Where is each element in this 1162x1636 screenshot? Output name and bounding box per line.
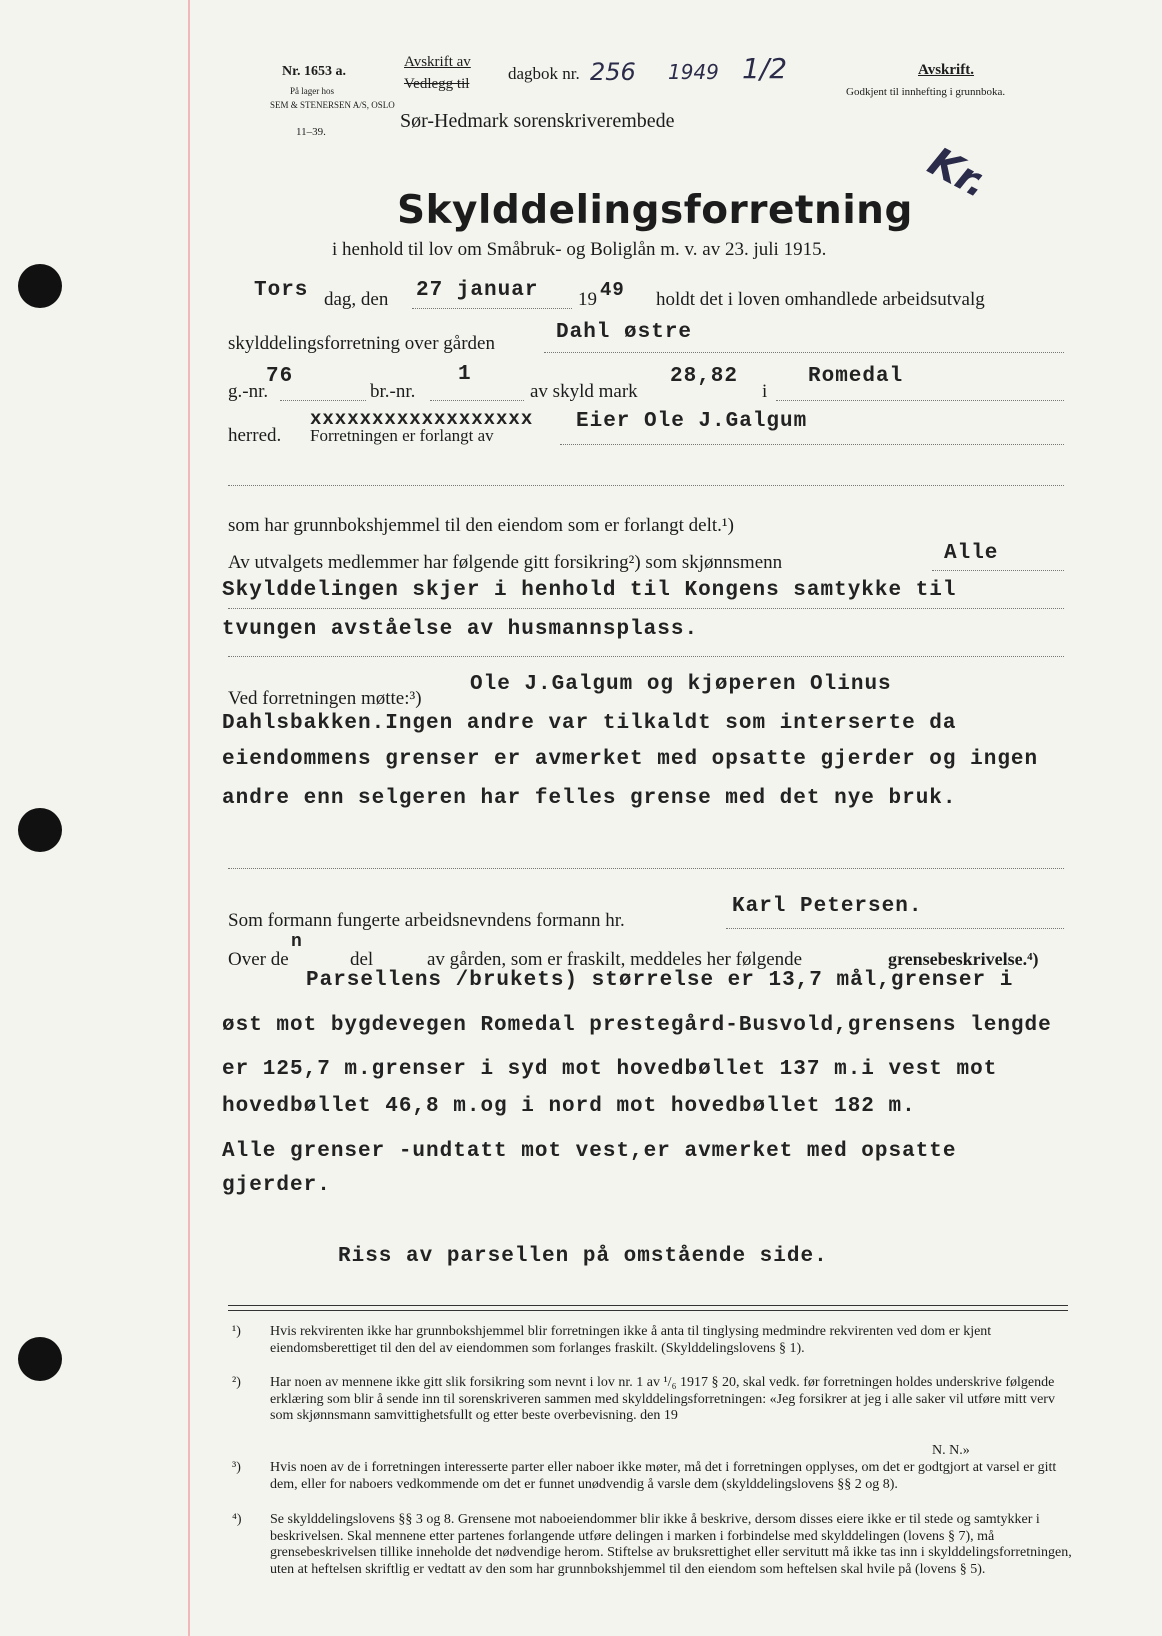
footnote-number: ²): [232, 1375, 241, 1390]
chairman-label: Som formann fungerte arbeidsnevndens formann hr.: [228, 910, 625, 931]
attendees-line-3: eiendommens grenser er avmerket med opsatte gjerder og ingen: [222, 748, 1039, 771]
year-suffix: 49: [600, 279, 625, 301]
crossed-out-text: xxxxxxxxxxxxxxxxxx: [310, 408, 534, 430]
municipality-value: Romedal: [808, 365, 904, 388]
bnr-label: br.-nr.: [370, 381, 416, 402]
footnote: [232, 1512, 1072, 1578]
footnote-number: ⁴): [232, 1512, 242, 1527]
chairman-value: Karl Petersen.: [732, 895, 923, 918]
sketch-note: Riss av parsellen på omstående side.: [338, 1245, 828, 1268]
over-label: Over de: [228, 949, 289, 970]
dag-label: dag, den: [324, 289, 389, 310]
bnr-value: 1: [458, 363, 472, 386]
margin-line: [188, 0, 190, 1636]
gnr-label: g.-nr.: [228, 381, 269, 402]
note-line-1: Skylddelingen skjer i henhold til Kongens samtykke til: [222, 579, 957, 602]
handwritten-initials: Kr.: [920, 138, 996, 208]
page-title: Skylddelingsforretning: [397, 188, 913, 233]
footnote-text: N. N.»: [932, 1443, 970, 1458]
subtitle: i henhold til lov om Småbruk- og Boliglån m. v. av 23. juli 1915.: [332, 239, 827, 260]
footnote-number: ¹): [232, 1324, 241, 1339]
description-line-1: Parsellens /brukets) størrelse er 13,7 mål,grenser i: [306, 969, 1014, 992]
description-line-2: øst mot bygdevegen Romedal prestegård-Busvold,grensens lengde: [222, 1014, 1052, 1037]
footnote: [232, 1460, 1072, 1493]
grunnbok-line: som har grunnbokshjemmel til den eiendom som er forlangt delt.¹): [228, 515, 734, 536]
after-year-text: holdt det i loven omhandlede arbeidsutvalg: [656, 289, 985, 310]
farm-value: Dahl østre: [556, 321, 693, 344]
stamp-text: Godkjent til innhefting i grunnboka.: [846, 86, 1006, 98]
form-date-code: 11–39.: [296, 126, 326, 138]
office-name: Sør-Hedmark sorenskriverembede: [400, 110, 675, 132]
forsikring-label: Av utvalgets medlemmer har følgende gitt forsikring²) som skjønnsmenn: [228, 552, 783, 573]
gnr-value: 76: [266, 365, 294, 388]
footnote-text: Se skylddelingslovens §§ 3 og 8. Grensene mot naboeiendommer blir ikke å beskrive, dersom disses eiere ikke er til stede og samtykker i beskrivelsen. Skal mennene etter partenes forlangende utføre delingen i marken i forbindelse med skylddelingen (lovens § 7), må grensebeskrivelsen tillike inneholde det nødvendige herom. Stiftelse av bruksrettighet eller servitutt må ikke tas inn i skylddelingsforretningen, uten at heftelsen skriftlig er vedtatt av den som har grunnbokshjemmel til den eiendom som heftelsen skal hvile på (lovens § 5).: [270, 1512, 1072, 1577]
skyld-value: 28,82: [670, 365, 739, 388]
attendees-label: Ved forretningen møtte:³): [228, 688, 422, 709]
del-label: del: [350, 949, 374, 970]
diary-year: 1949: [668, 60, 719, 84]
forsikring-value: Alle: [944, 542, 999, 565]
diary-label: dagbok nr.: [508, 64, 580, 83]
footnote: [232, 1375, 1072, 1425]
requested-by-value: Eier Ole J.Galgum: [576, 410, 808, 433]
diary-number: 256: [590, 58, 636, 86]
skyld-label: av skyld mark: [530, 381, 638, 402]
attachment-label: Vedlegg til: [404, 76, 470, 92]
boundary-description-label: grensebeskrivelse.⁴): [888, 949, 1039, 969]
footnote-number: ³): [232, 1460, 241, 1475]
punch-hole: [18, 264, 62, 308]
diary-fraction: 1/2: [742, 52, 788, 85]
footnote-divider: [228, 1305, 1068, 1306]
description-line-5: Alle grenser -undtatt mot vest,er avmerket med opsatte: [222, 1140, 957, 1163]
publisher-line: SEM & STENERSEN A/S, OSLO: [270, 100, 395, 110]
description-line-3: er 125,7 m.grenser i syd mot hovedbøllet 137 m.i vest mot: [222, 1058, 998, 1081]
footnote-text: Hvis noen av de i forretningen interesserte parter eller naboer ikke møter, må det i forretningen opplyses, om det er godtgjort at varsel er gitt dem, eller for naboers vedkommende om det er funnet unødvendig å varsle dem (skylddelingslovens §§ 2 og 8).: [270, 1460, 1057, 1492]
i-label: i: [762, 381, 768, 402]
copy-of-label: Avskrift av: [404, 54, 471, 70]
year-prefix: 19: [578, 289, 597, 310]
publisher-line: På lager hos: [290, 86, 334, 96]
attendees-line-1: Ole J.Galgum og kjøperen Olinus: [470, 673, 892, 696]
date-value: 27 januar: [416, 279, 539, 302]
gaarden-label: av gården, som er fraskilt, meddeles her følgende: [427, 949, 803, 970]
herred-label: herred.: [228, 425, 282, 446]
description-line-6: gjerder.: [222, 1174, 331, 1197]
attendees-line-2: Dahlsbakken.Ingen andre var tilkaldt som interserte da: [222, 712, 957, 735]
footnote: [932, 1443, 1052, 1460]
punch-hole: [18, 1337, 62, 1381]
over-suffix: n: [291, 932, 303, 952]
footnote-text: Har noen av mennene ikke gitt slik forsikring som nevnt i lov nr. 1 av ¹/₆ 1917 § 20, skal vedk. før forretningen holdes underskrive følgende erklæring som blir å sende inn til sorenskriveren sammen med skylddelingsforretningen: «Jeg forsikrer at jeg i alle saker vil utføre mitt verv som skjønnsmann samvittighetsfullt og etter beste overbevisning. den 19: [270, 1375, 1055, 1423]
footnote: [232, 1324, 1072, 1357]
description-line-4: hovedbøllet 46,8 m.og i nord mot hovedbøllet 182 m.: [222, 1095, 916, 1118]
weekday-value: Tors: [254, 279, 309, 302]
attendees-line-4: andre enn selgeren har felles grense med det nye bruk.: [222, 787, 957, 810]
requested-by-label: Forretningen er forlangt av: [310, 426, 494, 445]
form-number: Nr. 1653 a.: [282, 64, 347, 79]
punch-hole: [18, 808, 62, 852]
footnote-text: Hvis rekvirenten ikke har grunnbokshjemmel blir forretningen ikke å anta til tinglysing medmindre rekvirenten ved dom er kjent eiendomsberettiget til den del av eiendommen som forlanges fraskilt. (Skylddelingslovens § 1).: [270, 1324, 992, 1356]
footnote-divider: [228, 1310, 1068, 1311]
farm-label: skylddelingsforretning over gården: [228, 333, 495, 354]
note-line-2: tvungen avståelse av husmannsplass.: [222, 618, 699, 641]
stamp-title: Avskrift.: [918, 62, 974, 78]
